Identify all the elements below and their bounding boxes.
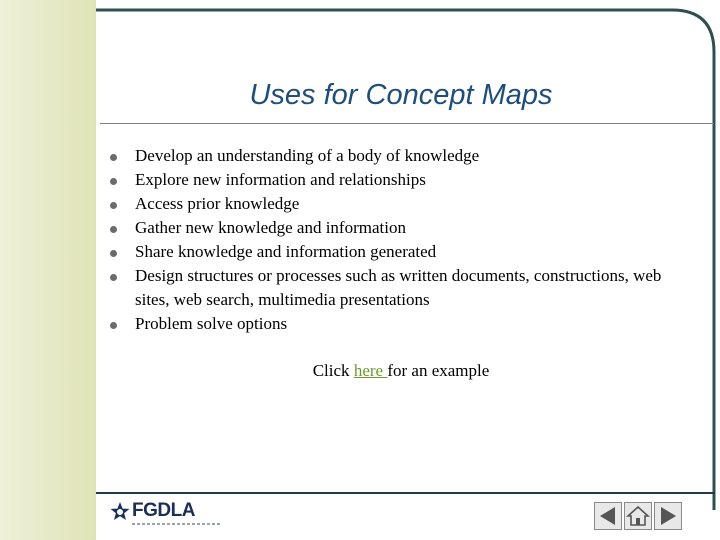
- bullet-icon: [110, 322, 117, 329]
- click-prefix: Click: [312, 361, 354, 380]
- home-icon: [625, 503, 651, 529]
- list-item: [108, 312, 698, 336]
- bullet-text: Develop an understanding of a body of knowledge: [135, 146, 480, 165]
- click-suffix: for an example: [387, 361, 490, 380]
- previous-slide-button[interactable]: [594, 502, 622, 530]
- bullet-text: Explore new information and relationships: [135, 170, 426, 189]
- example-link[interactable]: here: [353, 361, 388, 380]
- bullet-list: [108, 144, 698, 336]
- logo-text: FGDLA: [132, 500, 195, 521]
- list-item: [108, 192, 698, 216]
- bullet-text: Gather new knowledge and information: [135, 218, 406, 237]
- bullet-text: Design structures or processes such as written documents, constructions, web sites, web search, multimedia presentations: [135, 266, 662, 309]
- list-item: [108, 216, 698, 240]
- home-button[interactable]: [624, 502, 652, 530]
- triangle-left-icon: [595, 503, 621, 529]
- list-item: [108, 168, 698, 192]
- list-item: [108, 144, 698, 168]
- fgdla-logo: [110, 501, 210, 531]
- triangle-right-icon: [655, 503, 681, 529]
- bullet-icon: [110, 154, 117, 161]
- footer-divider: [96, 492, 715, 494]
- bullet-icon: [110, 274, 117, 281]
- list-item: [108, 240, 698, 264]
- title-divider: [100, 123, 714, 124]
- logo-tagline: [132, 523, 222, 525]
- bullet-text: Access prior knowledge: [135, 194, 300, 213]
- bullet-icon: [110, 178, 117, 185]
- example-prompt: [96, 359, 706, 383]
- slide-title: Uses for Concept Maps: [249, 79, 553, 111]
- list-item: [108, 264, 698, 312]
- bullet-icon: [110, 202, 117, 209]
- bullet-icon: [110, 226, 117, 233]
- bullet-text: Share knowledge and information generated: [135, 242, 437, 261]
- next-slide-button[interactable]: [654, 502, 682, 530]
- bullet-text: Problem solve options: [135, 314, 288, 333]
- seal-icon: [110, 501, 130, 523]
- bullet-icon: [110, 250, 117, 257]
